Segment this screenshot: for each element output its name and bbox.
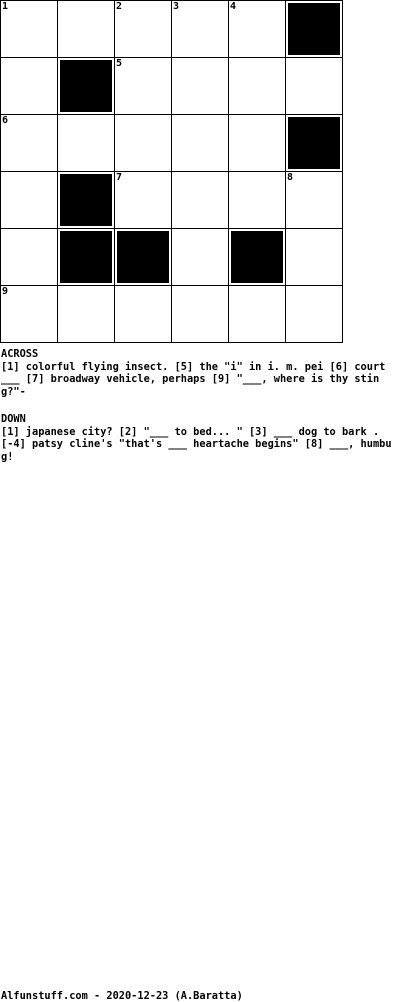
black-square-fill	[288, 117, 340, 169]
answer-cell[interactable]	[114, 285, 172, 343]
footer-credit: Alfunstuff.com - 2020-12-23 (A.Baratta)	[1, 990, 243, 1002]
clue-number: 1	[2, 1, 9, 12]
answer-cell[interactable]	[0, 228, 58, 286]
answer-cell[interactable]	[228, 285, 286, 343]
answer-cell[interactable]	[285, 171, 343, 229]
black-square	[285, 0, 343, 58]
down-heading: DOWN	[1, 413, 26, 425]
answer-cell[interactable]	[171, 0, 229, 58]
black-square-fill	[60, 174, 112, 226]
answer-cell[interactable]	[114, 0, 172, 58]
answer-cell[interactable]	[171, 171, 229, 229]
answer-cell[interactable]	[0, 57, 58, 115]
answer-cell[interactable]	[228, 114, 286, 172]
black-square	[228, 228, 286, 286]
answer-cell[interactable]	[0, 0, 58, 58]
answer-cell[interactable]	[0, 171, 58, 229]
answer-cell[interactable]	[57, 114, 115, 172]
across-heading: ACROSS	[1, 348, 39, 360]
answer-cell[interactable]	[171, 285, 229, 343]
black-square-fill	[60, 60, 112, 112]
black-square-fill	[117, 231, 169, 283]
down-clues	[1, 413, 393, 463]
answer-cell[interactable]	[171, 114, 229, 172]
answer-cell[interactable]	[285, 57, 343, 115]
across-clue-text: [1] colorful flying insect. [5] the "i" in i. m. pei [6] court ___ [7] broadway vehicle, perhaps [9] "___, where is thy sting?"-	[1, 360, 386, 398]
answer-cell[interactable]	[228, 171, 286, 229]
clue-number: 5	[116, 58, 123, 69]
answer-cell[interactable]	[171, 228, 229, 286]
answer-cell[interactable]	[228, 57, 286, 115]
across-clues	[1, 348, 393, 398]
answer-cell[interactable]	[57, 285, 115, 343]
clue-number: 7	[116, 172, 123, 183]
clue-number: 3	[173, 1, 180, 12]
down-clue-text: [1] japanese city? [2] "___ to bed... " [3] ___ dog to bark . [-4] patsy cline's "that's ___ heartache begins" [8] ___, humbug!	[1, 425, 392, 463]
black-square	[57, 228, 115, 286]
answer-cell[interactable]	[114, 171, 172, 229]
clue-number: 2	[116, 1, 123, 12]
crossword-grid	[0, 0, 343, 343]
clue-number: 9	[2, 286, 9, 297]
black-square-fill	[231, 231, 283, 283]
black-square-fill	[60, 231, 112, 283]
clue-number: 8	[287, 172, 294, 183]
clue-number: 4	[230, 1, 237, 12]
answer-cell[interactable]	[114, 114, 172, 172]
answer-cell[interactable]	[285, 228, 343, 286]
answer-cell[interactable]	[228, 0, 286, 58]
answer-cell[interactable]	[171, 57, 229, 115]
answer-cell[interactable]	[57, 0, 115, 58]
answer-cell[interactable]	[285, 285, 343, 343]
answer-cell[interactable]	[114, 57, 172, 115]
answer-cell[interactable]	[0, 285, 58, 343]
clue-number: 6	[2, 115, 9, 126]
black-square-fill	[288, 3, 340, 55]
black-square	[114, 228, 172, 286]
black-square	[57, 57, 115, 115]
black-square	[57, 171, 115, 229]
answer-cell[interactable]	[0, 114, 58, 172]
black-square	[285, 114, 343, 172]
